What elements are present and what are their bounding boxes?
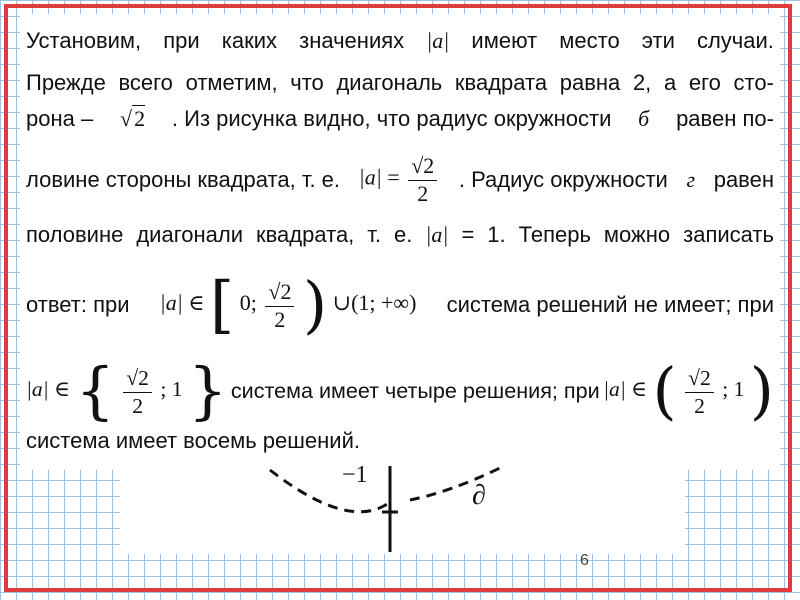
fraction-denominator: 2 <box>694 393 705 418</box>
abs-a: |a| <box>26 376 49 401</box>
word: значениях <box>299 28 405 53</box>
word: Теперь <box>518 222 591 247</box>
interval-expression <box>159 268 417 341</box>
abs-a: |a| <box>603 376 626 401</box>
word: отметим, <box>185 70 278 95</box>
text-line-6 <box>26 268 774 341</box>
word: равна <box>559 70 621 95</box>
text-segment: равен по- <box>676 106 774 131</box>
abs-a: |a| <box>358 164 382 190</box>
interval-end: ; 1 <box>722 376 745 401</box>
word: записать <box>683 222 774 247</box>
word: диагональ <box>336 70 443 95</box>
word: Прежде <box>26 70 106 95</box>
word: е. <box>394 222 413 247</box>
text-segment: ответ: при <box>26 292 130 317</box>
abs-a: |a| <box>425 222 449 247</box>
text-line-4 <box>26 152 774 207</box>
set-expression <box>26 354 228 427</box>
text-line-5 <box>26 222 774 248</box>
text-line-8 <box>26 428 774 454</box>
text-line-2 <box>26 70 774 96</box>
fraction-denominator: 2 <box>274 306 286 332</box>
text-segment: . Из рисунка видно, что радиус окружности <box>171 106 612 131</box>
word: всего <box>118 70 173 95</box>
abs-a: |a| <box>426 28 450 53</box>
interval-start: 0; <box>239 290 257 316</box>
fraction <box>265 278 294 333</box>
word: 2, <box>632 70 652 95</box>
fraction <box>408 152 437 207</box>
word: т. <box>367 222 382 247</box>
word: случаи. <box>696 28 774 53</box>
fraction-numerator: √2 <box>265 278 294 307</box>
word: диагонали <box>136 222 243 247</box>
dashed-arc-left <box>270 470 390 512</box>
text-line-7 <box>26 354 774 427</box>
text-line-3 <box>26 106 774 132</box>
word: каких <box>221 28 278 53</box>
right-paren: ) <box>749 354 774 427</box>
text-segment: система имеет восемь решений. <box>26 428 360 453</box>
left-bracket: [ <box>210 268 235 341</box>
word: 1. <box>487 222 506 247</box>
text-segment: равен <box>713 166 774 192</box>
word: квадрата <box>454 70 548 95</box>
fraction <box>123 364 152 419</box>
left-paren: ( <box>652 354 677 427</box>
text-segment: ловине стороны квадрата, т. е. <box>26 166 341 192</box>
tick-label: −1 <box>342 462 368 488</box>
element-of-sign: ∈ <box>631 376 648 401</box>
fraction-denominator: 2 <box>132 393 144 418</box>
text-segment: система имеет четыре решения; при <box>230 378 600 403</box>
word: эти <box>641 28 675 53</box>
dashed-arc-right <box>410 468 500 500</box>
word: = <box>461 222 475 247</box>
fraction-numerator: √2 <box>408 152 437 181</box>
fraction-denominator: 2 <box>417 181 429 206</box>
text-segment: система решений не имеет; при <box>446 292 774 317</box>
right-paren: ) <box>302 268 328 341</box>
union-interval: ∪(1; +∞) <box>332 290 417 316</box>
figure-fragment <box>120 462 685 554</box>
word: а <box>663 70 677 95</box>
circle-label: г <box>686 166 696 192</box>
set-element: ; 1 <box>160 376 183 401</box>
word: Установим, <box>26 28 142 53</box>
element-of-sign: ∈ <box>54 376 71 401</box>
word: половине <box>26 222 124 247</box>
text-segment: . Радиус окружности <box>458 166 668 192</box>
word: имеют <box>471 28 538 53</box>
text-block <box>20 14 780 470</box>
left-brace: { <box>75 354 115 427</box>
circle-label: б <box>638 106 650 131</box>
curve-label: ∂ <box>472 480 486 511</box>
word: можно <box>603 222 671 247</box>
formula-abs-a <box>359 152 441 207</box>
word: при <box>163 28 200 53</box>
interval-expression <box>603 354 774 427</box>
sqrt-expression: √2 <box>120 106 146 131</box>
text-line-1 <box>26 28 774 54</box>
word: что <box>290 70 324 95</box>
word: квадрата, <box>255 222 355 247</box>
word: сто- <box>733 70 774 95</box>
equals-sign: = <box>387 164 400 190</box>
fraction <box>685 364 714 419</box>
element-of-sign: ∈ <box>188 290 205 316</box>
word: его <box>688 70 721 95</box>
text-segment: рона – <box>26 106 94 131</box>
figure-svg <box>120 462 685 554</box>
abs-a: |a| <box>159 290 183 316</box>
fraction-numerator: √2 <box>685 364 714 393</box>
word: место <box>559 28 620 53</box>
right-brace: } <box>187 354 228 427</box>
page-number: 6 <box>580 552 589 569</box>
fraction-numerator: √2 <box>123 364 152 393</box>
